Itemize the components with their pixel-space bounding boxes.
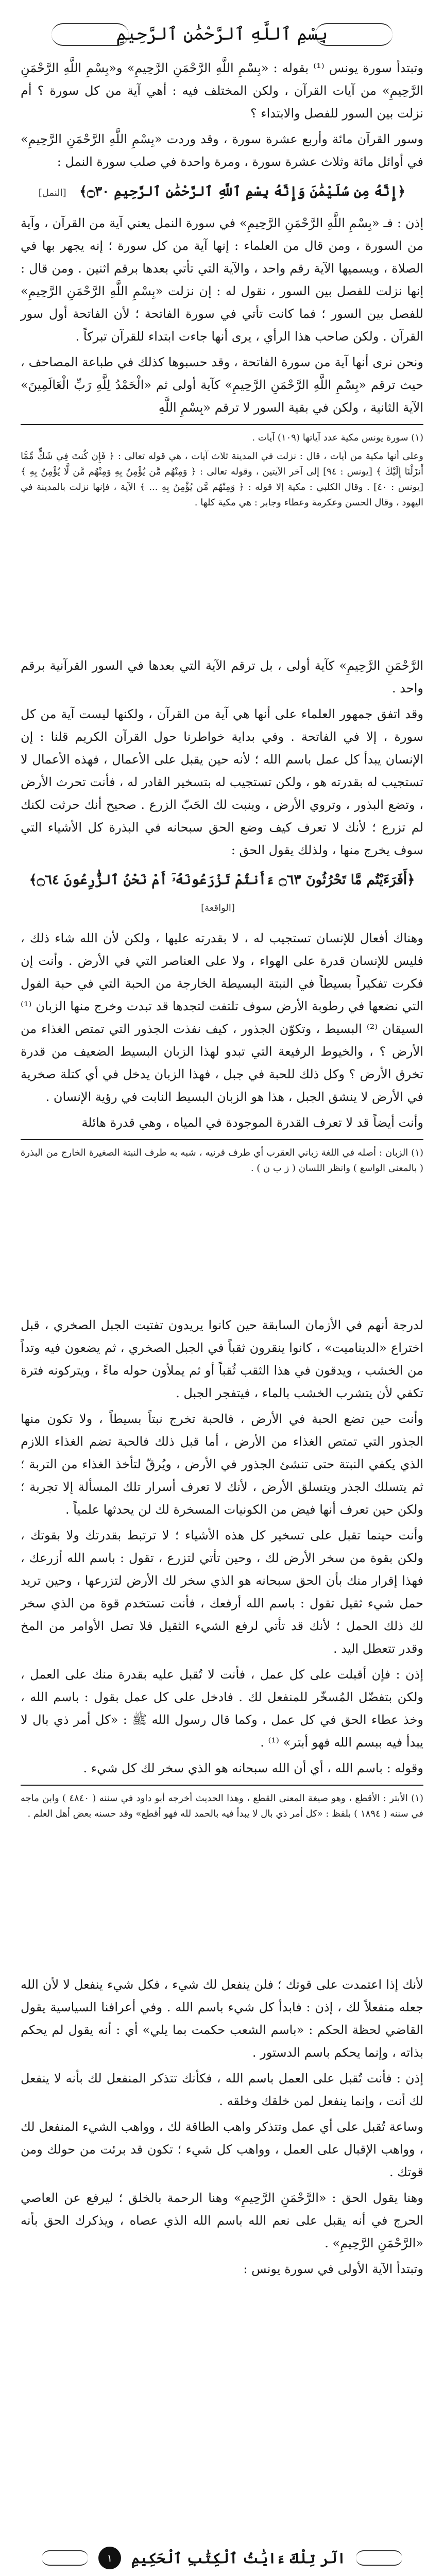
paragraph: وأنت حين تضع الحبة في الأرض ، فالحبة تخرج نبتاً بسيطاً ، ولا تكون منها الجذور التي تمتص الغذاء من الأرض ، أما قبل ذلك فالحبة تضم الغذاء اللازم الذي يكفي النبتة حتى تنشئ الجذور في الأرض ، ويُرقّ لتأخذ الغذاء من التربة ؛ ثم يتسلك الجذر ويتسلق الأرض ، لأنك لا تعرف أسرار تلك المسألة إلا تجربة ؛ ولكن حين تعرف أنها فيض من الكونيات المسخرة لك لن يحدثها علمياً . (21, 1412, 423, 1517)
basmala-title: بِسْمِ ٱللَّهِ ٱلرَّحْمَٰنِ ٱلرَّحِيمِ (116, 23, 328, 44)
paragraph: إذن : فأنت تُقبل على العمل باسم الله ، فكأنك تتذكر المنفعل لك بأنه لا ينفعل لك أنت ، وإنما ينفعل لمن خلقك وخلقه . (21, 2071, 423, 2108)
paragraph: لدرجة أنهم في الأزمان السابقة حين كانوا يريدون تفتيت الجبل الصخري ، قبل اختراع «الديناميت» ، كانوا ينقرون ثقباً في الجبل الصخري ، ثم يضعون فيه وتداً من الخشب ، ويدقون في هذا الثقب ثُقباً أو ثم يملأون حوله ماءً ، ويتركونه فترة تكفي لأن يتشرب الخشب بالماء ، فيتفجر الجبل . (21, 1318, 423, 1400)
paragraph: وهناك أفعال للإنسان تستجيب له ، لا بقدرته عليها ، ولكن لأن الله شاء ذلك ، فليس للإنسان قدرة على الهواء ، ولا على العناصر التي في الأرض . وأنت إن فكرت تفكيراً بسيطاً في النبتة البسيطة الخارجة من الحبة التي في حبة الفول التي نضعها في رطوبة الأرض سوف تلتفت لتجدها قد تبدت وخرج منها الزبان ⁽¹⁾ السيقان ⁽²⁾ البسيط ، وتكوّن الجذور ، كيف نفذت الجذور التي تمتص الغذاء من الأرض ؟ ، والخيوط الرفيعة التي تبدو لهذا الزبان البسيط الضعيف من قدرة تخرق الأرض ؟ وكل ذلك للحبة في جبل ، فهذا الزبان يدخل في أي كتلة صخرية في الأرض لا ينشق الجبل ، هذا هو الزبان البسيط النابت في رؤية الإنسان . (21, 931, 424, 1104)
paragraph: وقد اتفق جمهور العلماء على أنها هي آية من القرآن ، ولكنها ليست آية من كل سورة ، إلا في الفاتحة . وفي بداية خواطرنا حول القرآن الكريم قلنا : إن الإنسان يبدأ كل عمل باسم الله ؛ لأنه حين يقبل على الأعمال ، فهذه الأعمال لا تستجيب له بقدرته هو ، ولكن تستجيب له بتسخير القادر له ، فأنت تحرث الأرض ، وتضع البذور ، وتروي الأرض ، وينبت لك الحَبّ الزرع . صحيح أنك حرثت لكنك لم تزرع ؛ لأنك لا تعرف كيف وضع الحق سبحانه في البذرة كل الأشياء التي سوف يخرج منها ، ولذلك يقول الحق : (21, 707, 424, 857)
verse-text: ﴿إِنَّهُ مِن سُلَيْمَٰنَ وَإِنَّهُ بِسْمِ ٱللَّهِ ٱلرَّحْمَٰنِ ٱلرَّحِيمِ ۝٣٠﴾ (79, 184, 406, 199)
ornament-left-icon (52, 23, 129, 46)
footnote-divider (21, 1785, 423, 1786)
footnote: (١) الزبان : أصله في اللغة زباني العقرب أي طرف قرنيه ، شبه به طرف النبتة الصغيرة الخارج من البذرة ( بالمعنى الواسع ) وانظر اللسان ( ز ب ن ) . (21, 1147, 423, 1174)
basmala-banner (21, 10, 423, 57)
footnote-divider (21, 424, 423, 425)
paragraph: وأنت حينما تقبل على تسخير كل هذه الأشياء ؛ لا ترتبط بقدرتك ولا بقوتك ، ولكن بقوة من سخر الأرض لك ، وحين تأتي لتزرع ، تقول : باسم الله أزرعك ، فهذا إقرار منك بأن الحق سبحانه هو الذي سخر لك الأرض لتزرعها ، وحين تريد حمل شيء ثقيل تقول : باسم الله أرفعك ، فأنت تستخدم قوة من الذي سخر لك ذلك الحمل ؛ لأنك قد تأتي لرفع الشيء الثقيل فلا تصل الأوامر من المخ وقدر تتعطل اليد . (21, 1528, 423, 1656)
ornament-right-icon (42, 2550, 88, 2566)
footnote: (١) سورة يونس مكية عدد آياتها (١٠٩) آيات . (252, 432, 423, 443)
page-4 (21, 1973, 423, 2576)
footnote: وعلى أنها مكية من أيات ، قال : نزلت في المدينة ثلاث آيات ، هي قوله تعالى : ﴿ فَإِن كُنتَ فِي شَكٍّ مِّمَّا أَنزَلْنَا إِلَيْكَ ﴾ [يونس : ٩٤] إلى آخر الآيتين ، وقوله تعالى : ﴿ وَمِنْهُم مَّن يُؤْمِنُ بِهِ وَمِنْهُم مَّن لَّا يُؤْمِنُ بِهِ ﴾ [يونس : ٤٠] . وقال الكلبي : مكية إلا قوله : ﴿ وَمِنْهُم مَّن يُؤْمِنُ بِهِ ... ﴾ الآية ، فإنها نزلت بالمدينة في اليهود ، وقال الحسن وعكرمة وعطاء وجابر : هي مكية كلها . (21, 451, 423, 508)
paragraph: وسور القرآن مائة وأربع عشرة سورة ، وقد وردت «بِسْمِ اللَّهِ الرَّحْمَنِ الرَّحِيمِ» في أوائل مائة وثلاث عشرة سورة ، ومرة واحدة في صلب سورة النمل : (21, 132, 423, 169)
paragraph: وقوله : باسم الله ، أي أن الله سبحانه هو الذي سخر لك كل شيء . (83, 1761, 423, 1775)
page-footer (21, 2540, 423, 2576)
paragraph: وتبتدأ سورة يونس ⁽¹⁾ بقوله : «بِسْمِ اللَّهِ الرَّحْمَنِ الرَّحِيمِ» و«بِسْمِ اللَّهِ الرَّحْمَنِ الرَّحِيمِ» من آيات القرآن ، ولكن المختلف فيه : أهي آية من كل سورة ؟ أم نزلت بين السور للفصل والابتداء ؟ (21, 61, 423, 121)
verse-reference: [النمل] (38, 188, 66, 198)
paragraph: الرَّحْمَنِ الرَّحِيمِ» كآية أولى ، بل ترقم الآية التي بعدها في السور القرآنية برقم واحد . (21, 658, 423, 696)
paragraph: لأنك إذا اعتمدت على قوتك ؛ فلن ينفعل لك شيء ، فكل شيء ينفعل لا لأن الله جعله منفعلاً لك ، إذن : فابدأ كل شيء باسم الله . وفي أعرافنا السياسية يقول القاضي لحظة الحكم : «باسم الشعب حكمت بما يلي» أي : أنه يقول لم يحكم بذاته ، وإنما يحكم باسم الدستور . (21, 1977, 424, 2060)
quran-verse (21, 867, 423, 922)
footnote: (١) الأبتر : الأقطع ، وهو صيغة المعنى القطع ، وهذا الحديث أخرجه أبو داود في سننه ( ٤٨٤٠ ) وابن ماجه في سننه ( ١٨٩٤ ) بلفظ : «كل أمر ذي بال لا يبدأ فيه بالحمد لله فهو أقطع» وقد حسنه بعض أهل العلم . (21, 1793, 423, 1819)
paragraph: وأنت أيضاً قد لا تعرف القدرة الموجودة في المياه ، وهي قدرة هائلة (81, 1115, 423, 1130)
paragraph: إذن : فإن أقبلت على كل عمل ، فأنت لا تُقبل عليه بقدرة منك على العمل ، ولكن بتفضّل المُسخّر للمنفعل لك . فادخل على كل عمل بقول : باسم الله ، وخذ عطاء الحق في كل عمل ، وكما قال رسول الله ﷺ : «كل أمر ذي بال لا يبدأ فيه ببسم الله فهو أبتر» ⁽¹⁾ . (21, 1667, 423, 1750)
verse-reference: [الواقعة] (201, 903, 235, 913)
ornament-left-icon (356, 2550, 402, 2566)
page-3 (21, 1314, 423, 1947)
footer-verse-title: الٓر تِلْكَ ءَايَٰتُ ٱلْكِتَٰبِ ٱلْحَكِيمِ (131, 2549, 346, 2567)
paragraph: وتبتدأ الآية الأولى في سورة يونس : (243, 2262, 423, 2276)
page-2 (21, 654, 423, 1288)
page-number-badge: ١ (98, 2547, 121, 2569)
footnote-divider (21, 1139, 423, 1140)
paragraph: ونحن نرى أنها آية من سورة الفاتحة ، وقد حسبوها كذلك في طباعة المصاحف ، حيث ترقم «بِسْمِ اللَّهِ الرَّحْمَنِ الرَّحِيمِ» كآية أولى ثم «الْحَمْدُ لِلَّهِ رَبِّ الْعَالَمِينَ» الآية الثانية ، ولكن في بقية السور لا ترقم «بِسْمِ اللَّهِ (21, 355, 423, 415)
paragraph: إذن : فـ «بِسْمِ اللَّهِ الرَّحْمَنِ الرَّحِيمِ» في سورة النمل يعني آية من القرآن ، وآية من السورة ، ومن قال من العلماء : إنها آية من كل سورة ؛ إنه يجهر بها في الصلاة ، ويسميها الآية رقم واحد ، والآية التي تأتي بعدها برقم اثنين . ومن قال : إنها نزلت للفصل بين السور ، نقول له : إن نزلت «بِسْمِ اللَّهِ الرَّحْمَنِ الرَّحِيمِ» للفصل بين السور ؛ فما كانت تأتي في سورة الفاتحة ؛ لأن الفاتحة أول سور القرآن . ولكن صاحب هذا الرأي ، يرى أنها جاءت ابتداء للقرآن تبركاً . (21, 216, 423, 344)
ornament-right-icon (315, 23, 392, 46)
paragraph: وهنا يقول الحق : «الرَّحْمَنِ الرَّحِيمِ» وهنا الرحمة بالخلق ؛ ليرفع عن العاصي الحرج في أنه يقبل على نعم الله باسم الله الذي عصاه ، ويذكرك الحق بأنه «الرَّحْمَنِ الرَّحِيمِ» . (21, 2191, 423, 2250)
verse-text: ﴿أَفَرَءَيْتُم مَّا تَحْرُثُونَ ۝٦٣ ءَأَنتُمْ تَزْرَعُونَهُۥٓ أَمْ نَحْنُ ٱلزَّٰرِعُونَ ۝٦٤﴾ (29, 872, 415, 888)
paragraph: وساعة تُقبل على أي عمل وتتذكر واهب الطاقة لك ، وواهب الشيء المنفعل لك ، وواهب الإقبال على العمل ، وواهب كل شيء ؛ تكون قد برئت من حولك ومن قوتك . (21, 2120, 423, 2179)
quran-verse (21, 178, 423, 207)
page-1 (21, 10, 423, 629)
